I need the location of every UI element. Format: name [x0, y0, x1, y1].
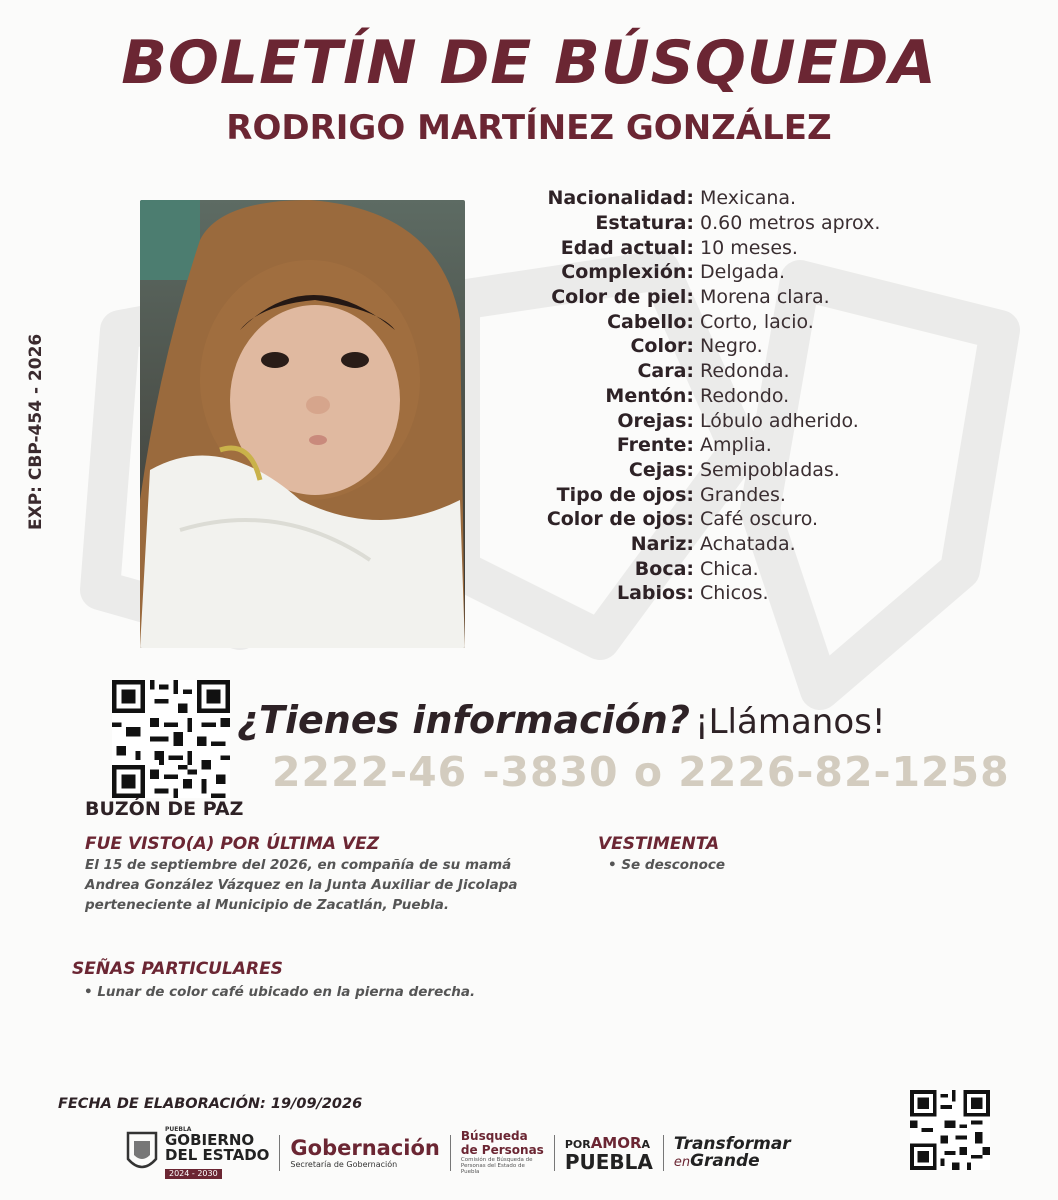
detail-label: Cejas:	[628, 458, 694, 481]
detail-row	[480, 309, 1020, 334]
clothing-heading: VESTIMENTA	[598, 834, 720, 854]
detail-row	[480, 556, 1020, 581]
puebla-word: PUEBLA	[564, 1149, 653, 1174]
page-title: BOLETÍN DE BÚSQUEDA	[121, 28, 937, 98]
detail-value: Redonda.	[700, 360, 790, 383]
footer-qr-code[interactable]	[910, 1090, 990, 1170]
detail-row	[480, 433, 1020, 458]
detail-value: Morena clara.	[700, 286, 830, 309]
transformar-logo	[673, 1133, 791, 1171]
clothing-item: • Se desconoce	[608, 857, 726, 873]
detail-row	[480, 260, 1020, 285]
busqueda-subtitle: Comisión de Búsqueda de Personas del Estado de Puebla	[460, 1156, 533, 1175]
amor-pre: POR	[564, 1137, 591, 1151]
last-seen-text: El 15 de septiembre del 2026, en compañía de su mamá Andrea González Vázquez en la Junta Auxiliar de Jicolapa perteneciente al Municipio de Zacatlán, Puebla.	[85, 857, 518, 913]
elaboration-date: FECHA DE ELABORACIÓN: 19/09/2026	[58, 1096, 363, 1112]
detail-row	[480, 408, 1020, 433]
detail-row	[480, 285, 1020, 310]
phone-numbers[interactable]: 2222-46 -3830 o 2226-82-1258	[272, 748, 1010, 796]
busqueda-title: Búsqueda	[460, 1129, 528, 1144]
detail-label: Nacionalidad:	[547, 187, 694, 210]
detail-value: Amplia.	[700, 434, 772, 457]
detail-value: Achatada.	[700, 532, 796, 555]
detail-label: Labios:	[616, 582, 694, 605]
detail-row	[480, 532, 1020, 557]
expediente-number: EXP: CBP-454 - 2026	[26, 333, 46, 530]
detail-label: Edad actual:	[560, 236, 694, 259]
person-name: RODRIGO MARTÍNEZ GONZÁLEZ	[226, 108, 832, 148]
detail-row	[480, 359, 1020, 384]
gob-edo-line1: GOBIERNO	[165, 1130, 255, 1149]
gob-edo-top: PUEBLA	[165, 1125, 192, 1133]
detail-row	[480, 186, 1020, 211]
detail-label: Color:	[630, 335, 694, 358]
grande-word: Grande	[690, 1150, 760, 1171]
detail-label: Tipo de ojos:	[556, 483, 694, 506]
detail-value: Chicos.	[700, 582, 769, 605]
detail-label: Cabello:	[607, 310, 694, 333]
detail-value: 10 meses.	[700, 236, 798, 259]
detail-row	[480, 458, 1020, 483]
detail-label: Estatura:	[595, 212, 694, 235]
detail-row	[480, 507, 1020, 532]
contact-question	[237, 698, 886, 742]
gobernacion-subtitle: Secretaría de Gobernación	[290, 1160, 398, 1169]
detail-value: Negro.	[700, 335, 763, 358]
detail-value: Grandes.	[700, 483, 786, 506]
missing-person-photo	[140, 200, 465, 648]
detail-label: Orejas:	[617, 409, 694, 432]
coat-of-arms-icon	[125, 1129, 159, 1177]
amor-word: AMOR	[590, 1133, 642, 1152]
physical-description	[480, 186, 1020, 606]
buzon-qr-code[interactable]	[112, 680, 230, 798]
personas-title: de Personas	[460, 1142, 544, 1157]
detail-value: Lóbulo adherido.	[700, 409, 859, 432]
last-seen-heading: FUE VISTO(A) POR ÚLTIMA VEZ	[85, 834, 380, 854]
question-text: ¿Tienes información?	[237, 698, 690, 742]
logo-divider	[663, 1135, 664, 1171]
gob-edo-line2: DEL ESTADO	[165, 1145, 270, 1164]
detail-value: Corto, lacio.	[700, 310, 814, 333]
detail-label: Color de ojos:	[546, 508, 694, 531]
detail-row	[480, 482, 1020, 507]
en-word: en	[673, 1154, 691, 1170]
detail-value: Chica.	[700, 557, 759, 580]
amor-a: A	[641, 1137, 651, 1151]
detail-label: Complexión:	[561, 261, 694, 284]
detail-value: Semipobladas.	[700, 458, 840, 481]
detail-row	[480, 334, 1020, 359]
marks-heading: SEÑAS PARTICULARES	[72, 959, 283, 979]
detail-label: Boca:	[634, 557, 694, 580]
marks-item: • Lunar de color café ubicado en la pierna derecha.	[84, 984, 476, 1000]
detail-value: Mexicana.	[700, 187, 797, 210]
call-text: ¡Llámanos!	[694, 702, 886, 742]
footer-logos	[125, 1125, 791, 1180]
logo-divider	[279, 1135, 280, 1171]
detail-value: 0.60 metros aprox.	[700, 212, 881, 235]
detail-label: Mentón:	[605, 384, 694, 407]
detail-value: Delgada.	[700, 261, 786, 284]
detail-row	[480, 384, 1020, 409]
logo-divider	[554, 1135, 555, 1171]
detail-row	[480, 581, 1020, 606]
detail-value: Redondo.	[700, 384, 790, 407]
transformar-word: Transformar	[673, 1133, 791, 1154]
detail-value: Café oscuro.	[700, 508, 819, 531]
gob-edo-years: 2024 - 2030	[165, 1169, 222, 1179]
detail-label: Cara:	[637, 360, 694, 383]
logo-divider	[450, 1135, 451, 1171]
detail-label: Frente:	[616, 434, 694, 457]
detail-label: Color de piel:	[551, 286, 694, 309]
gobierno-estado-logo	[125, 1127, 269, 1179]
busqueda-personas-logo	[461, 1130, 544, 1174]
detail-row	[480, 211, 1020, 236]
por-amor-puebla-logo	[565, 1134, 653, 1172]
detail-row	[480, 235, 1020, 260]
gobernacion-title: Gobernación	[290, 1136, 440, 1160]
buzon-label: BUZÓN DE PAZ	[85, 798, 244, 820]
gobernacion-logo	[290, 1136, 439, 1169]
detail-label: Nariz:	[630, 532, 694, 555]
